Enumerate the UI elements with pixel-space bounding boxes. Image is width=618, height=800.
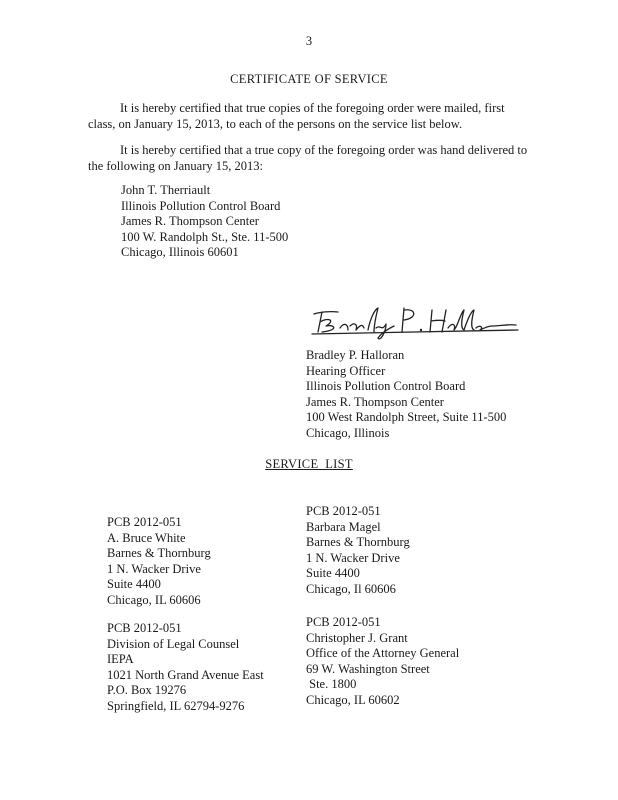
case-number: PCB 2012-051 bbox=[107, 621, 182, 635]
suite: Ste. 1800 bbox=[306, 677, 357, 692]
street-address: 69 W. Washington Street bbox=[306, 661, 430, 676]
service-list-title: SERVICE LIST bbox=[265, 457, 353, 471]
suite: Suite 4400 bbox=[107, 577, 161, 592]
street-address: 1 N. Wacker Drive bbox=[306, 550, 400, 565]
mailed-paragraph-line-2: class, on January 15, 2013, to each of the persons on the service list below. bbox=[88, 117, 463, 131]
hand-delivered-paragraph bbox=[88, 142, 533, 174]
service-list-entry bbox=[306, 504, 410, 598]
case-number: PCB 2012-051 bbox=[306, 504, 381, 518]
service-list-entry bbox=[306, 615, 459, 709]
recipient-address bbox=[121, 183, 288, 261]
mailed-paragraph bbox=[88, 100, 533, 132]
mailed-paragraph-line-1: It is hereby certified that true copies of the foregoing order were mailed, first bbox=[120, 101, 505, 115]
service-list-entry bbox=[107, 515, 211, 609]
contact-name: Christopher J. Grant bbox=[306, 630, 408, 645]
signer-title: Hearing Officer bbox=[306, 363, 386, 378]
city-state-zip: Chicago, IL 60606 bbox=[107, 592, 201, 607]
suite: Suite 4400 bbox=[306, 566, 360, 581]
recipient-street: 100 W. Randolph St., Ste. 11-500 bbox=[121, 229, 289, 244]
signer-city: Chicago, Illinois bbox=[306, 425, 390, 440]
contact-name: Division of Legal Counsel bbox=[107, 636, 240, 651]
city-state-zip: Chicago, Il 60606 bbox=[306, 581, 396, 596]
service-list-entry bbox=[107, 621, 264, 715]
contact-name: A. Bruce White bbox=[107, 530, 186, 545]
signer-name: Bradley P. Halloran bbox=[306, 348, 405, 362]
organization: Barnes & Thornburg bbox=[306, 535, 410, 550]
recipient-city: Chicago, Illinois 60601 bbox=[121, 245, 239, 260]
hand-paragraph-line-2: the following on January 15, 2013: bbox=[88, 159, 263, 173]
organization: Barnes & Thornburg bbox=[107, 546, 211, 561]
recipient-organization: Illinois Pollution Control Board bbox=[121, 198, 281, 213]
certificate-title: CERTIFICATE OF SERVICE bbox=[230, 72, 388, 86]
city-state-zip: Springfield, IL 62794-9276 bbox=[107, 698, 245, 713]
signer-block bbox=[306, 348, 506, 442]
po-box: P.O. Box 19276 bbox=[107, 683, 187, 698]
recipient-building: James R. Thompson Center bbox=[121, 214, 259, 229]
signer-building: James R. Thompson Center bbox=[306, 394, 444, 409]
organization: IEPA bbox=[107, 652, 134, 667]
page-number: 3 bbox=[305, 34, 313, 48]
handwritten-signature bbox=[308, 302, 523, 342]
case-number: PCB 2012-051 bbox=[306, 615, 381, 629]
signer-organization: Illinois Pollution Control Board bbox=[306, 379, 466, 394]
city-state-zip: Chicago, IL 60602 bbox=[306, 692, 400, 707]
street-address: 1021 North Grand Avenue East bbox=[107, 667, 264, 682]
hand-paragraph-line-1: It is hereby certified that a true copy of the foregoing order was hand delivered to bbox=[120, 143, 528, 157]
contact-name: Barbara Magel bbox=[306, 519, 381, 534]
recipient-name: John T. Therriault bbox=[121, 183, 211, 197]
organization: Office of the Attorney General bbox=[306, 646, 460, 661]
case-number: PCB 2012-051 bbox=[107, 515, 182, 529]
street-address: 1 N. Wacker Drive bbox=[107, 561, 201, 576]
signer-street: 100 West Randolph Street, Suite 11-500 bbox=[306, 410, 507, 425]
